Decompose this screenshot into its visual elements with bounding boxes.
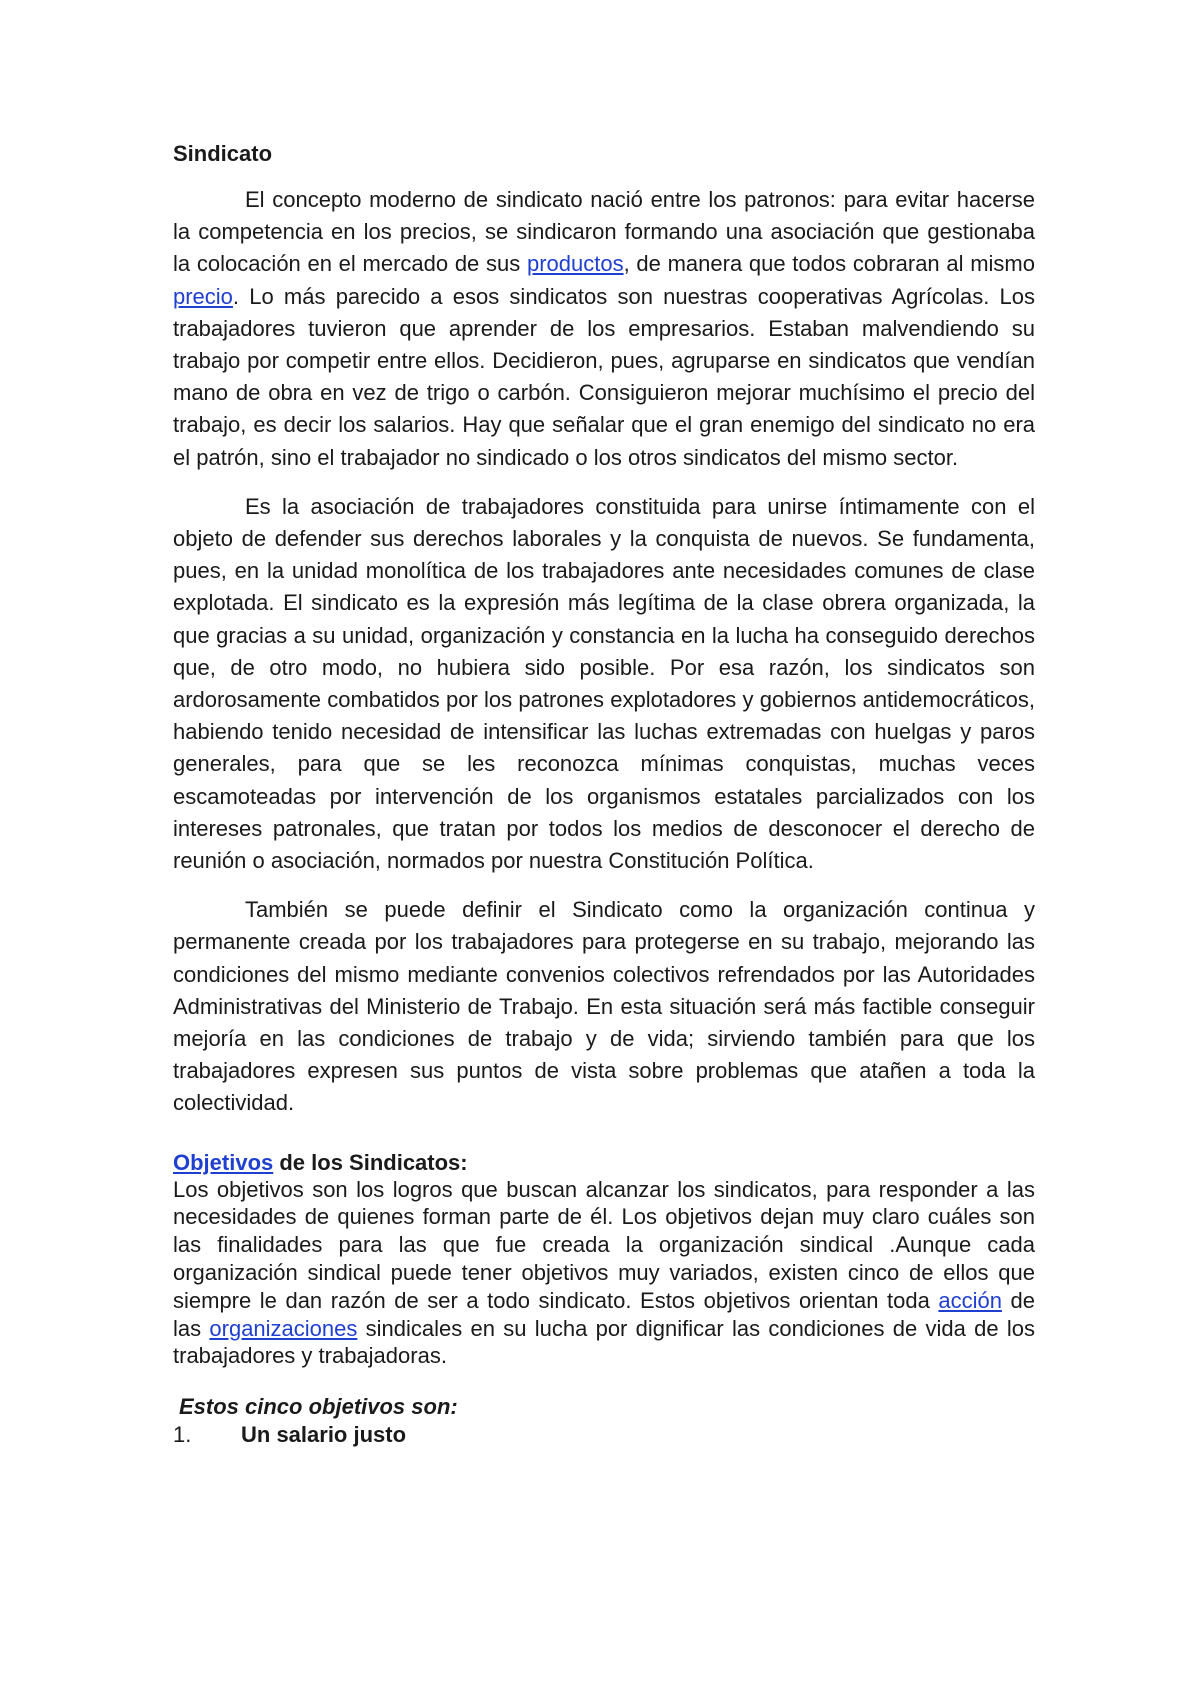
document-page (173, 138, 1035, 1449)
paragraph-1-text-c: . Lo más parecido a esos sindicatos son nuestras cooperativas Agrícolas. Los trabajadores tuvieron que aprender de los empresarios. Estaban malvendiendo su trabajo por competir entre ellos. Decidieron, pues, agruparse en sindicatos que vendían mano de obra en vez de trigo o carbón. Consiguieron mejorar muchísimo el precio del trabajo, es decir los salarios. Hay que señalar que el gran enemigo del sindicato no era el patrón, sino el trabajador no sindicado o los otros sindicatos del mismo sector. (173, 283, 1035, 470)
paragraph-1-text-b: , de manera que todos cobraran al mismo (623, 251, 1035, 277)
list-item-text: Un salario justo (241, 1422, 407, 1448)
paragraph-3: También se puede definir el Sindicato como la organización continua y permanente creada por los trabajadores para protegerse en su trabajo, mejorando las condiciones del mismo mediante convenios colectivos refrendados por las Autoridades Administrativas del Ministerio de Trabajo. En esta situación será más factible conseguir mejoría en las condiciones de trabajo y de vida; sirviendo también para que los trabajadores expresen sus puntos de vista sobre problemas que atañen a toda la colectividad. (173, 897, 1035, 1116)
paragraph-4-text-a: Los objetivos son los logros que buscan alcanzar los sindicatos, para responder a las necesidades de quienes forman parte de él. Los objetivos dejan muy claro cuáles son las finalidades para las que fue creada la organización sindical .Aunque cada organización sindical puede tener objetivos muy variados, existen cinco de ellos que siempre le dan razón de ser a todo sindicato. Estos objetivos orientan toda (173, 1176, 1035, 1313)
paragraph-4 (173, 1176, 1035, 1371)
link-organizaciones[interactable]: organizaciones (209, 1315, 358, 1341)
document-title: Sindicato (173, 141, 273, 166)
link-precio[interactable]: precio (173, 283, 233, 309)
paragraph-4-text-c: sindicales en su lucha por dignificar las condiciones de vida de los trabajadores y trabajadoras. (173, 1315, 1035, 1369)
link-accion[interactable]: acción (938, 1287, 1002, 1313)
objetivos-heading (173, 1150, 1035, 1176)
objetivos-heading-rest: de los Sindicatos: (273, 1149, 468, 1175)
objetivos-subheading: Estos cinco objetivos son: (179, 1394, 458, 1420)
link-productos[interactable]: productos (526, 251, 624, 277)
link-objetivos[interactable]: Objetivos (173, 1149, 274, 1175)
paragraph-1-text-a: El concepto moderno de sindicato nació entre los patronos: para evitar hacerse la competencia en los precios, se sindicaron formando una asociación que gestionaba la colocación en el mercado de sus (173, 187, 1035, 277)
paragraph-1 (173, 184, 1035, 474)
list-item-number: 1. (173, 1422, 192, 1448)
paragraph-4-text-b: de las (173, 1287, 1035, 1341)
paragraph-2: Es la asociación de trabajadores constituida para unirse íntimamente con el objeto de defender sus derechos laborales y la conquista de nuevos. Se fundamenta, pues, en la unidad monolítica de los trabajadores ante necesidades comunes de clase explotada. El sindicato es la expresión más legítima de la clase obrera organizada, la que gracias a su unidad, organización y constancia en la lucha ha conseguido derechos que, de otro modo, no hubiera sido posible. Por esa razón, los sindicatos son ardorosamente combatidos por los patrones explotadores y gobiernos antidemocráticos, habiendo tenido necesidad de intensificar las luchas extremadas con huelgas y paros generales, para que se les reconozca mínimas conquistas, muchas veces escamoteadas por intervención de los organismos estatales parcializados con los intereses patronales, que tratan por todos los medios de desconocer el derecho de reunión o asociación, normados por nuestra Constitución Política. (173, 493, 1035, 874)
list-item (173, 1421, 1035, 1449)
